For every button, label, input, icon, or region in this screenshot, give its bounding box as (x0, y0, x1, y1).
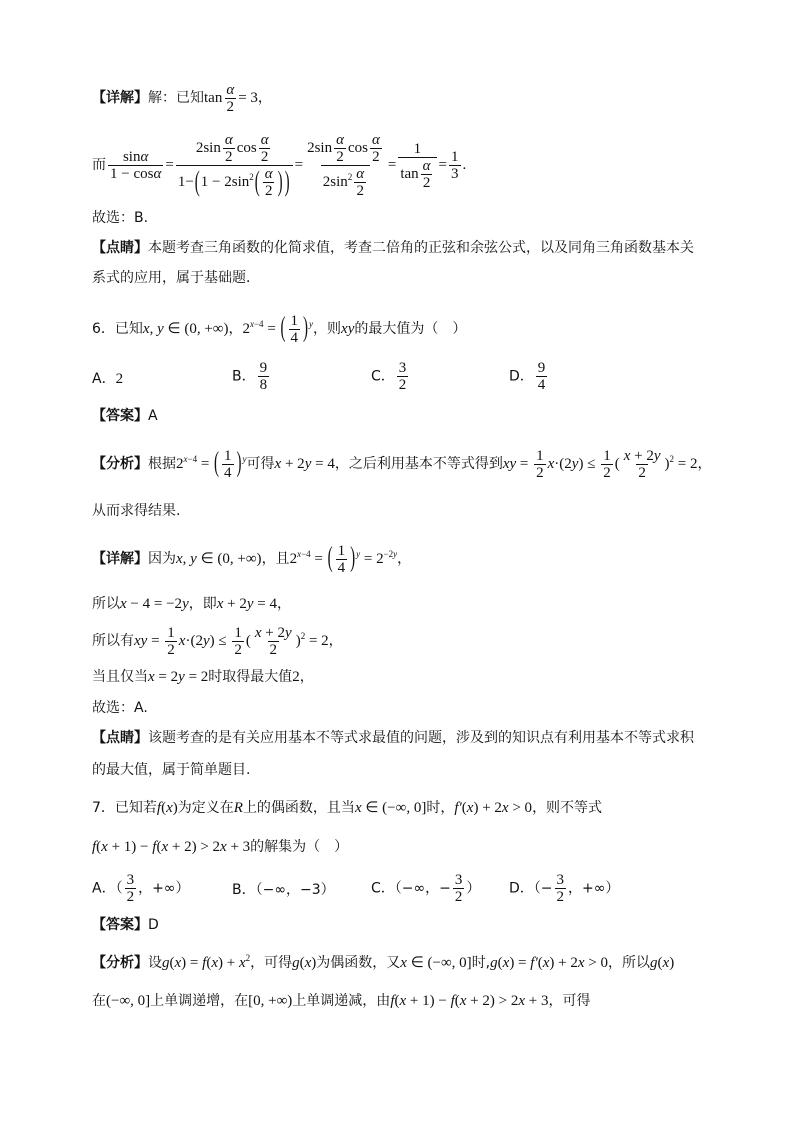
q7-answer (92, 914, 702, 934)
analysis-a: 设 (148, 955, 162, 971)
q6-equation: $2^{x-4}$ = ( $\frac{1}{4}$ )$^y$ (242, 313, 314, 346)
q6-analysis-2: 从而求得结果. (92, 503, 181, 519)
line2-ineq: f(x + 1) − f(x + 2) > 2x + 3 (390, 993, 549, 1009)
stem-ineq: f(x + 1) − f(x + 2) > 2x + 3 (92, 839, 251, 855)
detail-tag: 【详解】 (92, 550, 148, 567)
detail-a: 因为 (148, 550, 176, 567)
q7-option-a[interactable]: A．（ $\frac{3}{2}$ ，+∞） (92, 872, 190, 905)
q5-comment-2: 系式的应用，属于基础题． (92, 270, 260, 286)
q6-so2: 所以有xy = $\frac{1}{2}$ x·(2y) ≤ $\frac{1}{2}$ ( $\frac{x + 2y}{2}$ )$^2$ = 2， (92, 625, 343, 658)
detail-b: ，且 (261, 550, 290, 567)
analysis-gx: g(x) (292, 955, 317, 971)
line2-c: 上单调递减，由 (292, 993, 391, 1009)
analysis-int: x ∈ (−∞, 0] (400, 955, 472, 971)
q7-option-b[interactable]: B．（−∞，−3） (232, 882, 335, 898)
stem-interval: x ∈ (−∞, 0] (354, 800, 427, 816)
q6-xy: xy (341, 320, 355, 337)
q7-option-c[interactable]: C．（−∞，− $\frac{3}{2}$ ） (371, 872, 481, 905)
q6-when: 当且仅当x = 2y = 2时取得最大值2， (92, 669, 314, 685)
comment-tag: 【点睛】 (92, 730, 148, 746)
option-letter: C． (371, 368, 395, 385)
q7-number: 7． (92, 800, 115, 816)
q6-option-b[interactable] (232, 360, 271, 393)
analysis-ineq: xy = $\frac{1}{2}$ x·(2y) ≤ $\frac{1}{2}$ ( $\frac{x + 2y}{2}$ )$^2$ = 2 (502, 448, 698, 481)
line2-int2: [0, +∞) (248, 993, 293, 1009)
detail-domain: x, y ∈ (0, +∞) (176, 550, 262, 567)
analysis-g: $g(x) = f(x) + x^2$ (162, 953, 251, 971)
when-a: 当且仅当 (92, 669, 148, 685)
stem-b: 为定义在 (177, 800, 234, 816)
q6-stem-a: 已知 (114, 320, 143, 337)
analysis-gx2: g(x) (650, 955, 675, 971)
option-letter: B． (232, 368, 256, 385)
so1-b: ，即 (188, 596, 217, 612)
analysis-b: ，可得 (250, 955, 293, 971)
q6-so1: 所以x − 4 = −2y，即x + 2y = 4， (92, 596, 292, 612)
stem-deriv: f′(x) + 2x > 0 (454, 800, 533, 816)
answer-value: D (148, 917, 159, 933)
analysis-c: ，之后利用基本不等式得到 (334, 455, 503, 472)
analysis-tag: 【分析】 (92, 955, 148, 971)
analysis-e: ，所以 (608, 955, 651, 971)
q6-answer (92, 405, 702, 425)
er-word: 而 (92, 156, 106, 173)
analysis-tag: 【分析】 (92, 455, 148, 472)
q5-detail-line: 【详解】解：已知tan $\frac{\alpha}{2}$ = 3， (92, 82, 272, 115)
q5-comment-1 (92, 237, 702, 257)
option-letter: A． (92, 880, 116, 897)
option-den: 4 (537, 377, 546, 393)
analysis-d: 时, (471, 955, 491, 971)
q7-analysis-2 (92, 990, 702, 1010)
when-b: 时取得最大值 (208, 669, 293, 685)
so1-eq2: x + 2y = 4 (216, 596, 278, 612)
q6-analysis: 【分析】根据$2^{x-4}$ = ( $\frac{1}{4}$ )$^y$可得x + 2y = 4，之后利用基本不等式得到xy = $\frac{1}{2}$ x·(2y) ≤ $\frac{1}{2}$ ( $\frac{x + 2y}{2}$ )$^2$ = 2， (92, 448, 712, 481)
q6-comment-2: 的最大值，属于简单题目. (92, 762, 251, 778)
so1-eq1: x − 4 = −2y (120, 596, 189, 612)
analysis-c: 为偶函数，又 (316, 955, 401, 971)
q6-number: 6． (92, 320, 115, 337)
line2-b: 上单调递增，在 (150, 993, 249, 1009)
stem-e: ，则不等式 (532, 800, 603, 816)
q6-select: 故选：A. (92, 700, 148, 716)
so2-ineq: xy = $\frac{1}{2}$ x·(2y) ≤ $\frac{1}{2}$ ( $\frac{x + 2y}{2}$ )$^2$ = 2 (134, 625, 329, 658)
q6-comment-1 (92, 727, 702, 747)
line2-d: ，可得 (548, 993, 591, 1009)
q7-analysis (92, 952, 702, 972)
line2-int1: (−∞, 0] (106, 993, 151, 1009)
analysis-b: 可得 (246, 455, 275, 472)
detail-intro: 解：已知 (148, 89, 204, 106)
q5-select: 故选：B. (92, 210, 149, 226)
q6-option-a[interactable] (92, 368, 123, 388)
q7-stem-2 (92, 836, 702, 856)
stem-fx: f(x) (156, 800, 178, 816)
option-letter: B． (232, 882, 256, 898)
answer-tag: 【答案】 (92, 917, 148, 933)
option-num: 3 (398, 360, 407, 376)
when-val: 2 (292, 669, 300, 685)
detail-tag: 【详解】 (92, 89, 148, 106)
stem-R: R (233, 800, 243, 816)
comment-text: 该题考查的是有关应用基本不等式求最值的问题，涉及到的知识点有利用基本不等式求积 (148, 730, 694, 746)
option-den: 2 (398, 377, 407, 393)
option-letter: C． (371, 880, 395, 897)
q5-derivation (92, 132, 702, 199)
line2-a: 在 (92, 993, 106, 1009)
stem-c: 上的偶函数，且当 (242, 800, 355, 816)
option-num: 9 (537, 360, 546, 376)
q6-stem-b: ，则 (313, 320, 342, 337)
so2-label: 所以有 (92, 632, 134, 649)
q6-stem-c: 的最大值为（ ） (354, 320, 467, 337)
option-value: 2 (115, 371, 124, 387)
answer-tag: 【答案】 (92, 408, 148, 424)
so1-a: 所以 (92, 596, 120, 612)
analysis-a: 根据 (148, 455, 176, 472)
answer-value: A (148, 408, 158, 424)
q6-detail: 【详解】因为x, y ∈ (0, +∞)，且$2^{x-4}$ = ( $\frac{1}{4}$ )$^y = 2^{-2y}$， (92, 543, 412, 576)
option-letter: A． (92, 371, 116, 387)
q7-option-d[interactable]: D．（− $\frac{3}{2}$ ，+∞） (509, 872, 620, 905)
comment-text: 本题考查三角函数的化简求值，考查二倍角的正弦和余弦公式，以及同角三角函数基本关 (148, 240, 694, 256)
q6-stem: 6．已知x, y ∈ (0, +∞)，$2^{x-4}$ = ( $\frac{1}{4}$ )$^y$，则xy的最大值为（ ） (92, 313, 467, 346)
option-den: 8 (259, 377, 268, 393)
q6-domain: x, y ∈ (0, +∞) (142, 320, 229, 337)
q7-stem (92, 797, 702, 817)
stem-d: 时， (426, 800, 455, 816)
option-num: 9 (259, 360, 268, 376)
given-formula: tan $\frac{\alpha}{2}$ = 3 (204, 82, 258, 115)
option-letter: D． (509, 880, 534, 897)
stem-line2: 的解集为（ ） (250, 839, 349, 855)
q6-option-d[interactable] (509, 360, 549, 393)
analysis-gp: g(x) = f′(x) + 2x > 0 (490, 955, 609, 971)
comment-tag: 【点睛】 (92, 240, 148, 256)
analysis-sum: x + 2y = 4 (274, 455, 335, 472)
q6-option-c[interactable] (371, 360, 410, 393)
analysis-eq: $2^{x-4}$ = ( $\frac{1}{4}$ )$^y$ (176, 448, 247, 481)
option-letter: D． (509, 368, 534, 385)
when-eq: x = 2y = 2 (148, 669, 209, 685)
stem-a: 已知若 (114, 800, 157, 816)
detail-eq: $2^{x-4}$ = ( $\frac{1}{4}$ )$^y = 2^{-2y}$ (289, 543, 398, 576)
derivation-formula: $\frac{\sin\alpha}{1 - \cos\alpha}$ = 2sin $\frac{\alpha}{2}$ cos $\frac{\alpha}{2}$ $1-(1 - 2\sin^2$( $\frac{\alpha}{2}$ ) ) = 2sin $\frac{\alpha}{2}$ cos $\frac{\alpha}{2}$ $2\sin^2$ $\frac{\alpha}{2}$ = 1 tan $\frac{\alpha}{2}$ = $\frac{1}{3}$ . (110, 132, 467, 199)
